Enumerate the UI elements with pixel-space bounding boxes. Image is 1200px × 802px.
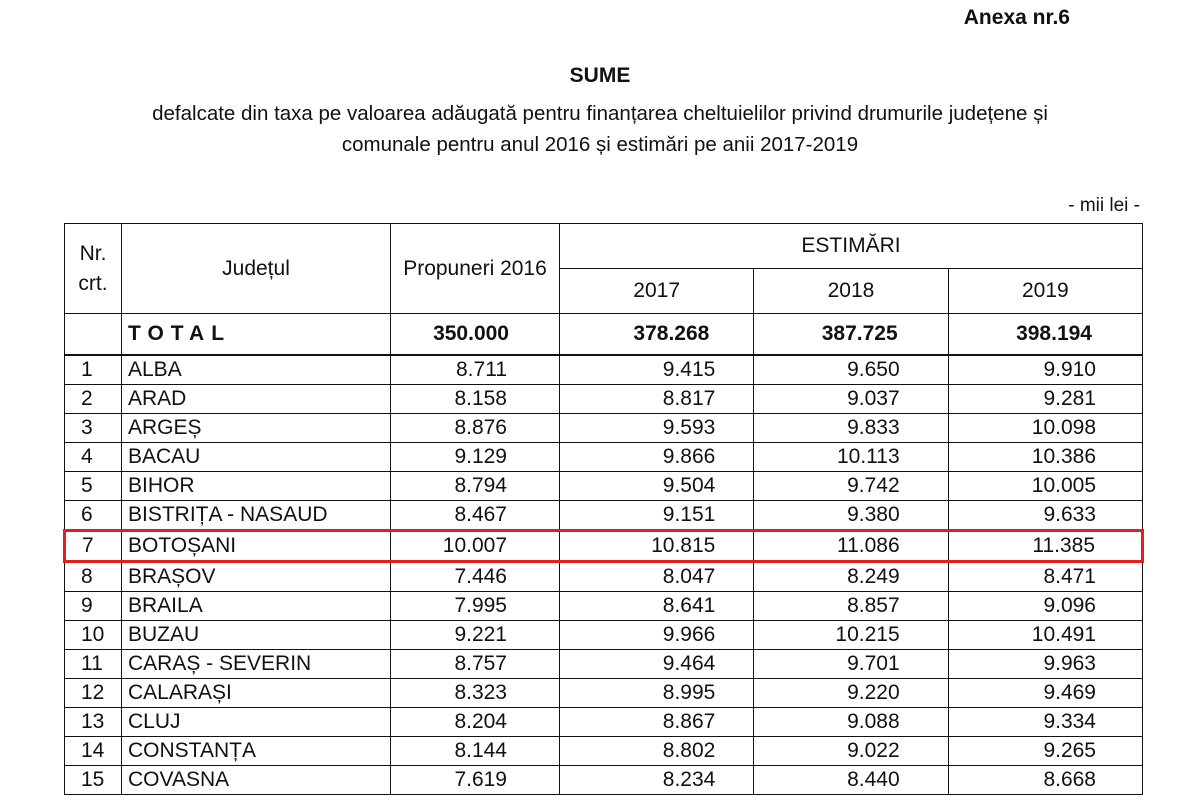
row-estimare-2018-cell: 11.086: [754, 531, 948, 562]
row-propuneri-2016-cell: 9.129: [391, 443, 560, 472]
table-row: [65, 650, 1143, 679]
header-year-2017: 2017: [560, 269, 754, 314]
table-row: [65, 737, 1143, 766]
header-propuneri: Propuneri 2016: [391, 224, 560, 314]
subtitle-line-1: defalcate din taxa pe valoarea adăugată pentru finanțarea cheltuielilor privind drumurile județene și: [152, 102, 1048, 125]
row-estimare-2018-cell: 9.380: [754, 501, 948, 531]
row-estimare-2018-cell: 9.701: [754, 650, 948, 679]
row-estimare-2019-cell: 9.334: [948, 708, 1142, 737]
table-row: [65, 443, 1143, 472]
row-nr-cell: 2: [65, 385, 122, 414]
header-nr-crt: Nr. crt.: [65, 224, 122, 314]
row-estimare-2017-cell: 9.151: [560, 501, 754, 531]
row-estimare-2019-cell: 11.385: [948, 531, 1142, 562]
row-nr-cell: 5: [65, 472, 122, 501]
row-estimare-2019-cell: 9.963: [948, 650, 1142, 679]
row-judet-cell: COVASNA: [122, 766, 391, 795]
row-estimare-2018-cell: 9.650: [754, 355, 948, 385]
row-nr-cell: 9: [65, 592, 122, 621]
row-estimare-2018-cell: 10.215: [754, 621, 948, 650]
total-2016: 350.000: [391, 314, 560, 356]
row-estimare-2017-cell: 8.047: [560, 562, 754, 592]
row-nr-cell: 10: [65, 621, 122, 650]
row-estimare-2019-cell: 8.668: [948, 766, 1142, 795]
row-estimare-2018-cell: 8.249: [754, 562, 948, 592]
unit-label: - mii lei -: [1068, 195, 1140, 216]
header-estimari: ESTIMĂRI: [560, 224, 1143, 269]
row-propuneri-2016-cell: 8.794: [391, 472, 560, 501]
total-label: TOTAL: [122, 314, 391, 356]
row-propuneri-2016-cell: 8.467: [391, 501, 560, 531]
row-estimare-2017-cell: 9.464: [560, 650, 754, 679]
row-propuneri-2016-cell: 8.144: [391, 737, 560, 766]
row-estimare-2019-cell: 9.281: [948, 385, 1142, 414]
allocation-table: [63, 223, 1144, 795]
row-nr-cell: 13: [65, 708, 122, 737]
row-judet-cell: BACAU: [122, 443, 391, 472]
row-estimare-2017-cell: 8.995: [560, 679, 754, 708]
row-judet-cell: CARAȘ - SEVERIN: [122, 650, 391, 679]
row-judet-cell: ARGEȘ: [122, 414, 391, 443]
row-estimare-2019-cell: 10.005: [948, 472, 1142, 501]
row-nr-cell: 3: [65, 414, 122, 443]
row-propuneri-2016-cell: 7.619: [391, 766, 560, 795]
row-estimare-2019-cell: 9.910: [948, 355, 1142, 385]
row-judet-cell: ALBA: [122, 355, 391, 385]
table-row: [65, 501, 1143, 531]
table-header: [65, 224, 1143, 314]
row-estimare-2018-cell: 9.220: [754, 679, 948, 708]
row-judet-cell: BUZAU: [122, 621, 391, 650]
table-row: [65, 385, 1143, 414]
row-estimare-2017-cell: 9.504: [560, 472, 754, 501]
row-judet-cell: BRAȘOV: [122, 562, 391, 592]
row-estimare-2017-cell: 8.817: [560, 385, 754, 414]
row-judet-cell: ARAD: [122, 385, 391, 414]
table-row: [65, 708, 1143, 737]
row-judet-cell: CLUJ: [122, 708, 391, 737]
subtitle-line-2: comunale pentru anul 2016 și estimări pe anii 2017-2019: [341, 133, 859, 156]
row-estimare-2019-cell: 10.491: [948, 621, 1142, 650]
document-title: SUME: [569, 64, 631, 87]
table-row-highlighted: [65, 531, 1143, 562]
row-estimare-2019-cell: 8.471: [948, 562, 1142, 592]
total-nr-cell: [65, 314, 122, 356]
row-estimare-2018-cell: 9.742: [754, 472, 948, 501]
row-propuneri-2016-cell: 8.158: [391, 385, 560, 414]
row-propuneri-2016-cell: 7.446: [391, 562, 560, 592]
row-estimare-2017-cell: 9.866: [560, 443, 754, 472]
total-2019: 398.194: [948, 314, 1142, 356]
total-2017: 378.268: [560, 314, 754, 356]
document-subtitle: [50, 98, 1150, 160]
row-nr-cell: 8: [65, 562, 122, 592]
row-propuneri-2016-cell: 8.757: [391, 650, 560, 679]
total-row: [65, 314, 1143, 356]
row-estimare-2018-cell: 10.113: [754, 443, 948, 472]
row-nr-cell: 15: [65, 766, 122, 795]
row-propuneri-2016-cell: 8.711: [391, 355, 560, 385]
row-estimare-2017-cell: 9.966: [560, 621, 754, 650]
row-estimare-2019-cell: 9.469: [948, 679, 1142, 708]
table-row: [65, 621, 1143, 650]
row-propuneri-2016-cell: 8.876: [391, 414, 560, 443]
table-row: [65, 679, 1143, 708]
row-estimare-2017-cell: 8.867: [560, 708, 754, 737]
row-estimare-2018-cell: 9.022: [754, 737, 948, 766]
row-estimare-2019-cell: 10.386: [948, 443, 1142, 472]
row-estimare-2018-cell: 9.037: [754, 385, 948, 414]
row-estimare-2019-cell: 9.096: [948, 592, 1142, 621]
table-row: [65, 355, 1143, 385]
table-body: [65, 314, 1143, 795]
row-nr-cell: 4: [65, 443, 122, 472]
row-judet-cell: BISTRIȚA - NASAUD: [122, 501, 391, 531]
table-row: [65, 562, 1143, 592]
header-year-2018: 2018: [754, 269, 948, 314]
row-nr-cell: 7: [65, 531, 122, 562]
row-estimare-2017-cell: 9.593: [560, 414, 754, 443]
row-estimare-2018-cell: 9.833: [754, 414, 948, 443]
row-propuneri-2016-cell: 8.204: [391, 708, 560, 737]
annex-number: Anexa nr.6: [963, 6, 1070, 29]
row-estimare-2019-cell: 9.633: [948, 501, 1142, 531]
row-propuneri-2016-cell: 9.221: [391, 621, 560, 650]
row-estimare-2017-cell: 10.815: [560, 531, 754, 562]
row-estimare-2017-cell: 8.802: [560, 737, 754, 766]
row-estimare-2017-cell: 8.641: [560, 592, 754, 621]
row-nr-cell: 6: [65, 501, 122, 531]
row-estimare-2017-cell: 8.234: [560, 766, 754, 795]
table-row: [65, 766, 1143, 795]
row-judet-cell: BOTOȘANI: [122, 531, 391, 562]
row-judet-cell: BIHOR: [122, 472, 391, 501]
table-row: [65, 414, 1143, 443]
table-row: [65, 472, 1143, 501]
total-2018: 387.725: [754, 314, 948, 356]
row-judet-cell: CALARAȘI: [122, 679, 391, 708]
header-judet: Județul: [122, 224, 391, 314]
row-nr-cell: 12: [65, 679, 122, 708]
row-estimare-2019-cell: 10.098: [948, 414, 1142, 443]
row-judet-cell: BRAILA: [122, 592, 391, 621]
row-propuneri-2016-cell: 7.995: [391, 592, 560, 621]
row-propuneri-2016-cell: 8.323: [391, 679, 560, 708]
row-judet-cell: CONSTANȚA: [122, 737, 391, 766]
row-estimare-2018-cell: 8.440: [754, 766, 948, 795]
row-estimare-2018-cell: 8.857: [754, 592, 948, 621]
table-row: [65, 592, 1143, 621]
header-year-2019: 2019: [948, 269, 1142, 314]
row-propuneri-2016-cell: 10.007: [391, 531, 560, 562]
row-estimare-2019-cell: 9.265: [948, 737, 1142, 766]
row-estimare-2017-cell: 9.415: [560, 355, 754, 385]
row-nr-cell: 11: [65, 650, 122, 679]
row-nr-cell: 14: [65, 737, 122, 766]
row-nr-cell: 1: [65, 355, 122, 385]
row-estimare-2018-cell: 9.088: [754, 708, 948, 737]
